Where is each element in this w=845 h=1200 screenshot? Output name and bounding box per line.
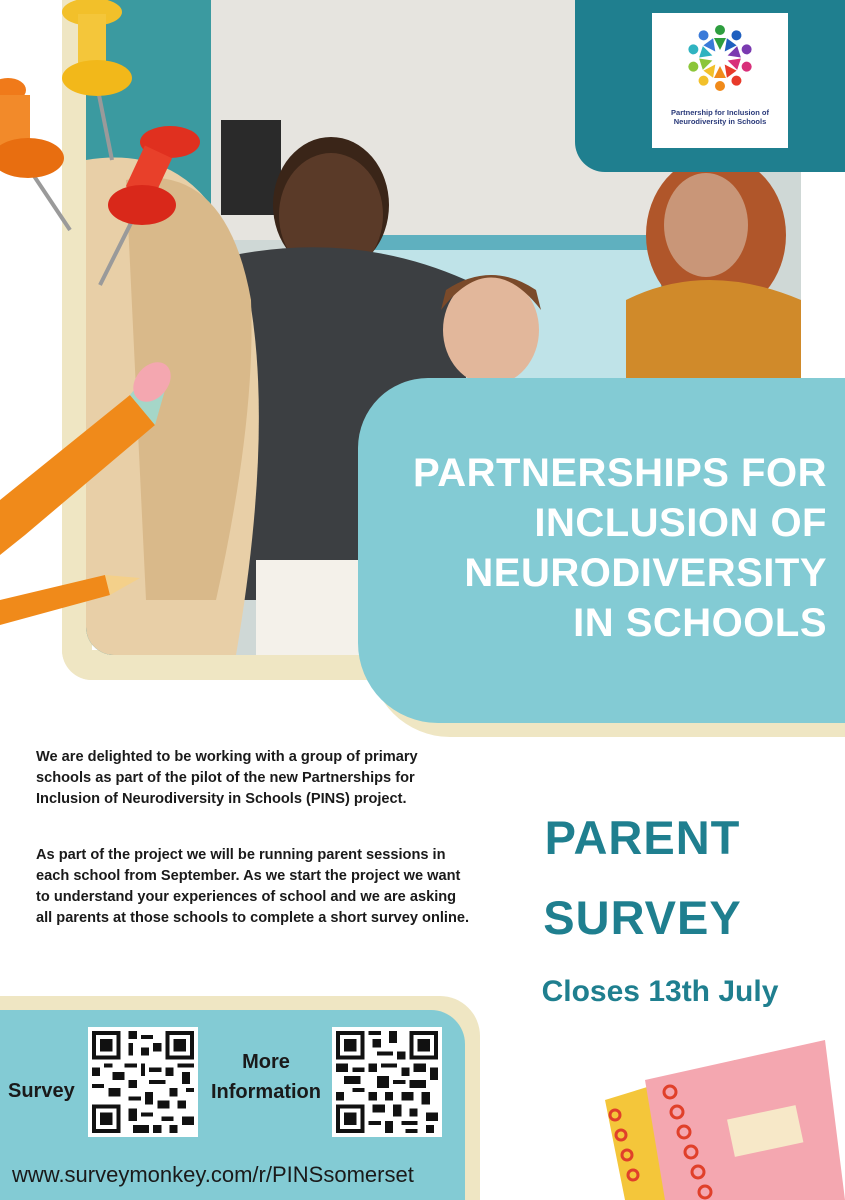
title-line-2: INCLUSION OF xyxy=(534,501,827,545)
logo-caption: Partnership for Inclusion of Neurodiversity in Schools xyxy=(671,108,769,126)
intro-paragraph: We are delighted to be working with a group of primary schools as part of the pilot of the new Partnerships for Inclusion of Neurodiversity in Schools (PINS) project. xyxy=(36,749,418,807)
parent-survey-heading-line-2: SURVEY xyxy=(543,891,742,944)
qr-code-icon xyxy=(336,1031,438,1133)
pins-logo xyxy=(652,13,788,148)
more-info-qr-code[interactable] xyxy=(332,1027,442,1137)
more-label-line-2: Information xyxy=(211,1081,321,1103)
notebook-decoration xyxy=(585,1040,845,1200)
survey-url[interactable]: www.surveymonkey.com/r/PINSsomerset xyxy=(12,1162,414,1187)
title-line-1: PARTNERSHIPS FOR xyxy=(413,451,827,495)
parent-survey-heading-line-1: PARENT xyxy=(544,811,741,864)
people-circle-icon xyxy=(680,18,760,98)
decorative-pins-pencils xyxy=(0,0,220,660)
more-label-line-1: More xyxy=(242,1051,290,1073)
title-line-4: IN SCHOOLS xyxy=(573,601,827,645)
survey-qr-label: Survey xyxy=(8,1080,75,1102)
title-line-3: NEURODIVERSITY xyxy=(464,551,827,595)
page-title xyxy=(372,448,827,648)
qr-code-icon xyxy=(92,1031,194,1133)
sessions-paragraph: As part of the project we will be running parent sessions in each school from September. As we start the project we want to understand your experiences of school and we are asking all parents at those schools to complete a short survey online. xyxy=(36,847,470,926)
closing-date: Closes 13th July xyxy=(541,975,779,1008)
survey-qr-code[interactable] xyxy=(88,1027,198,1137)
more-info-qr-label xyxy=(203,1047,329,1107)
